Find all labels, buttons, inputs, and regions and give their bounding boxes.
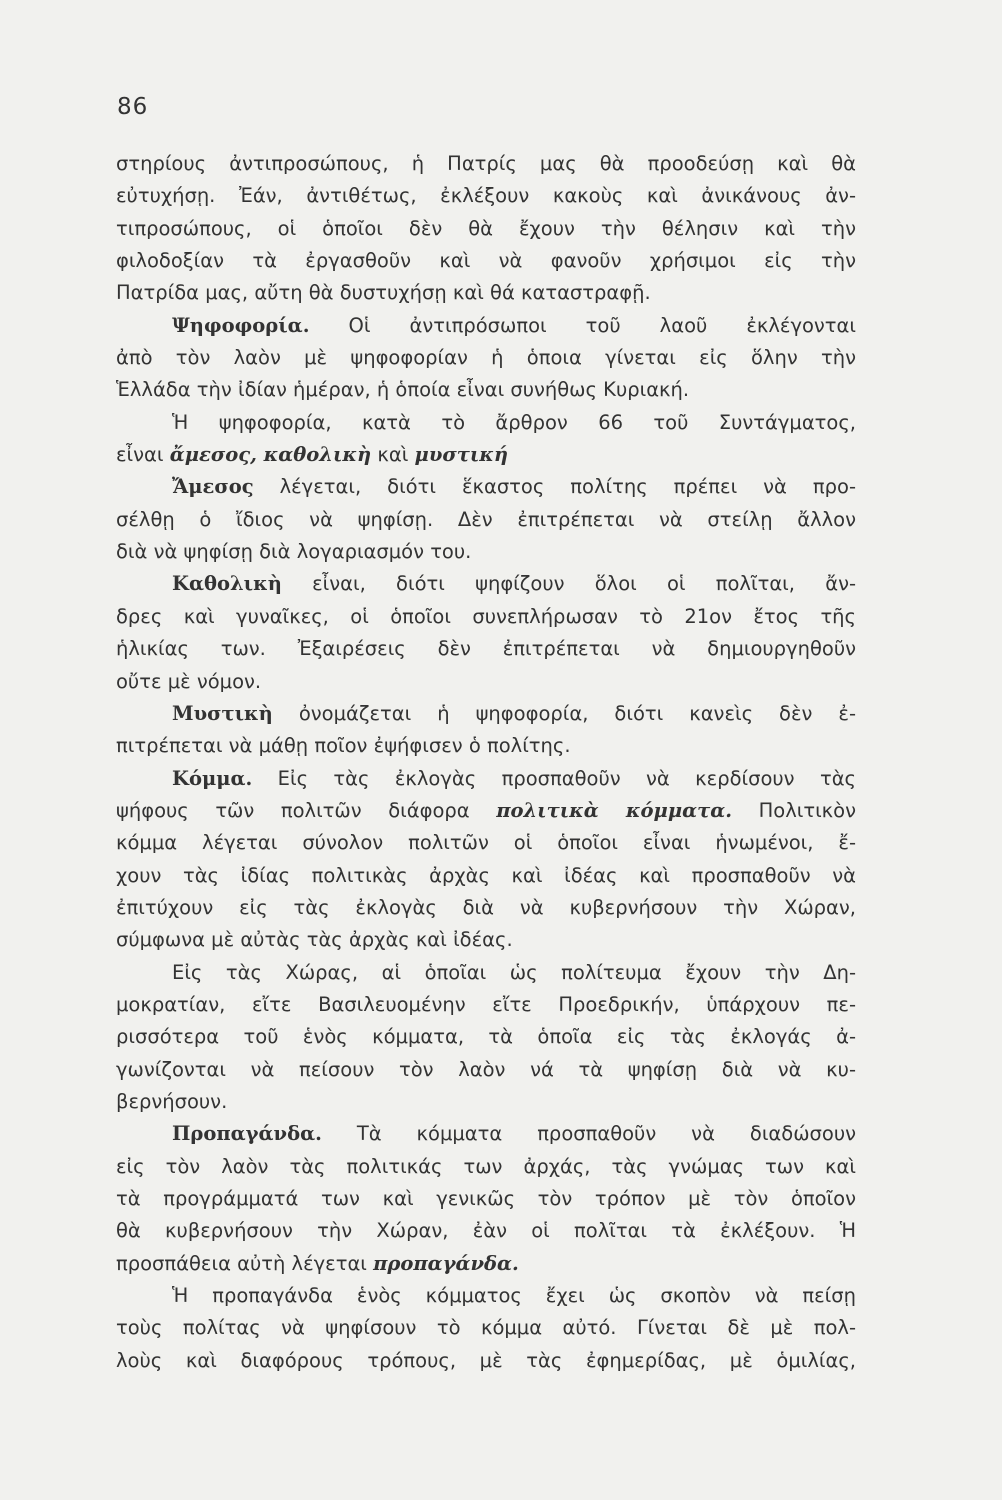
text-line <box>116 374 856 406</box>
text-line <box>116 245 856 277</box>
line-text: τιπροσώπους, οἱ ὁποῖοι δὲν θὰ ἔχουν τὴν θέλησιν καὶ τὴν <box>116 216 856 240</box>
text-line <box>116 180 856 212</box>
text-line <box>116 277 856 309</box>
text-line <box>116 924 856 956</box>
section-term: Καθολικὴ <box>172 572 282 596</box>
text-line <box>116 601 856 633</box>
page-number: 86 <box>117 94 149 120</box>
line-text: Εἰς τὰς Χώρας, αἱ ὁποῖαι ὡς πολίτευμα ἔχουν τὴν Δη- <box>172 960 856 984</box>
line-text: γωνίζονται νὰ πείσουν τὸν λαὸν νά τὰ ψηφίσῃ διὰ νὰ κυ- <box>116 1057 856 1081</box>
line-text: Οἱ ἀντιπρόσωποι τοῦ λαοῦ ἐκλέγονται <box>309 313 856 337</box>
text-line <box>116 1312 856 1344</box>
line-text: εἶναι <box>116 443 170 467</box>
line-text: τὰ προγράμματά των καὶ γενικῶς τὸν τρόπον μὲ τὸν ὁποῖον <box>116 1187 856 1210</box>
line-text: καὶ <box>371 443 415 467</box>
text-line <box>116 763 856 795</box>
text-line <box>116 860 856 892</box>
line-text: σύμφωνα μὲ αὐτὰς τὰς ἀρχὰς καὶ ἰδέας. <box>116 928 513 952</box>
text-line <box>116 407 856 439</box>
text-line <box>116 827 856 859</box>
line-text: σέλθῃ ὁ ἴδιος νὰ ψηφίσῃ. Δὲν ἐπιτρέπεται νὰ στείλῃ ἄλλον <box>116 507 856 531</box>
emphasized-term: προπαγάνδα. <box>373 1251 519 1275</box>
emphasized-term: μυστική <box>414 443 509 467</box>
line-text: ἐπιτύχουν εἰς τὰς ἐκλογὰς διὰ νὰ κυβερνήσουν τὴν Χώραν, <box>116 895 856 919</box>
line-text: Πατρίδα μας, αὔτη θὰ δυστυχήσῃ καὶ θά καταστραφῇ. <box>116 281 651 305</box>
line-text: λοὺς καὶ διαφόρους τρόπους, μὲ τὰς ἐφημερίδας, μὲ ὁμιλίας, <box>116 1348 856 1372</box>
line-text: διὰ νὰ ψηφίσῃ διὰ λογαριασμόν του. <box>116 540 472 564</box>
text-line <box>116 310 856 342</box>
section-term: Ψηφοφορία. <box>172 313 310 337</box>
text-line <box>116 439 856 471</box>
line-text: ὀνομάζεται ἡ ψηφοφορία, διότι κανεὶς δὲν ἐ- <box>272 701 856 725</box>
line-text: οὔτε μὲ νόμον. <box>116 669 262 693</box>
section-term: Κόμμα. <box>172 766 253 790</box>
text-line <box>116 666 856 698</box>
text-line <box>116 342 856 374</box>
line-text: εὐτυχήσῃ. Ἐάν, ἀντιθέτως, ἐκλέξουν κακοὺς καὶ ἀνικάνους ἀν- <box>116 184 856 208</box>
line-text: ρισσότερα τοῦ ἑνὸς κόμματα, τὰ ὁποῖα εἰς τὰς ἐκλογάς ἀ- <box>116 1025 856 1049</box>
text-line <box>116 471 856 503</box>
line-text: πιτρέπεται νὰ μάθῃ ποῖον ἐψήφισεν ὁ πολίτης. <box>116 734 571 758</box>
text-line <box>116 989 856 1021</box>
text-line <box>116 1021 856 1053</box>
text-line <box>116 1215 856 1247</box>
line-text: στηρίους ἀντιπροσώπους, ἡ Πατρίς μας θὰ προοδεύσῃ καὶ θὰ <box>116 152 856 175</box>
text-line <box>116 1054 856 1086</box>
text-line <box>116 795 856 827</box>
line-text: ἡλικίας των. Ἐξαιρέσεις δὲν ἐπιτρέπεται νὰ δημιουργηθοῦν <box>116 637 856 661</box>
text-line <box>116 1118 856 1150</box>
line-text: Τὰ κόμματα προσπαθοῦν νὰ διαδώσουν <box>321 1122 856 1146</box>
line-text: προσπάθεια αὐτὴ λέγεται <box>116 1251 374 1275</box>
line-text: Ἡ ψηφοφορία, κατὰ τὸ ἄρθρον 66 τοῦ Συντάγματος, <box>172 410 856 434</box>
line-text: μοκρατίαν, εἴτε Βασιλευομένην εἴτε Προεδρικήν, ὑπάρχουν πε- <box>116 992 856 1016</box>
text-line <box>116 957 856 989</box>
line-text: Ἑλλάδα τὴν ἰδίαν ἡμέραν, ἡ ὁποία εἶναι συνήθως Κυριακή. <box>116 378 690 402</box>
text-line <box>116 1248 856 1280</box>
text-line <box>116 698 856 730</box>
text-line <box>116 1345 856 1377</box>
line-text: φιλοδοξίαν τὰ ἐργασθοῦν καὶ νὰ φανοῦν χρήσιμοι εἰς τὴν <box>116 249 856 273</box>
line-text: Ἡ προπαγάνδα ἑνὸς κόμματος ἔχει ὡς σκοπὸν νὰ πείσῃ <box>172 1284 856 1308</box>
text-line <box>116 633 856 665</box>
text-line <box>116 536 856 568</box>
text-line <box>116 1183 856 1215</box>
text-line <box>116 568 856 600</box>
line-text: εἶναι, διότι ψηφίζουν ὅλοι οἱ πολῖται, ἄν- <box>281 572 856 596</box>
line-text: κόμμα λέγεται σύνολον πολιτῶν οἱ ὁποῖοι εἶναι ἡνωμένοι, ἔ- <box>116 831 856 855</box>
emphasized-term: ἄμεσος, καθολικὴ <box>169 443 372 467</box>
emphasized-term: πολιτικὰ κόμματα. <box>496 798 733 822</box>
line-text: θὰ κυβερνήσουν τὴν Χώραν, ἐὰν οἱ πολῖται τὰ ἐκλέξουν. Ἡ <box>116 1219 856 1243</box>
line-text: ἀπὸ τὸν λαὸν μὲ ψηφοφορίαν ἡ ὁποια γίνεται εἰς ὅλην τὴν <box>116 346 856 370</box>
text-line <box>116 892 856 924</box>
line-text: Πολιτικὸν <box>732 798 856 822</box>
text-line <box>116 213 856 245</box>
text-line <box>116 1280 856 1312</box>
line-text: εἰς τὸν λαὸν τὰς πολιτικάς των ἀρχάς, τὰς γνώμας των καὶ <box>116 1154 856 1178</box>
line-text: χουν τὰς ἰδίας πολιτικὰς ἀρχὰς καὶ ἰδέας καὶ προσπαθοῦν νὰ <box>116 863 856 887</box>
body-text <box>116 148 856 1377</box>
section-term: Μυστικὴ <box>172 701 273 725</box>
line-text: τοὺς πολίτας νὰ ψηφίσουν τὸ κόμμα αὐτό. Γίνεται δὲ μὲ πολ- <box>116 1316 856 1340</box>
text-line <box>116 1086 856 1118</box>
section-term: Ἄμεσος <box>172 475 254 499</box>
text-line <box>116 148 856 180</box>
line-text: ψήφους τῶν πολιτῶν διάφορα <box>116 798 497 822</box>
line-text: βερνήσουν. <box>116 1089 228 1113</box>
text-line <box>116 504 856 536</box>
text-line <box>116 730 856 762</box>
section-term: Προπαγάνδα. <box>172 1122 322 1146</box>
text-line <box>116 1151 856 1183</box>
line-text: Εἰς τὰς ἐκλογὰς προσπαθοῦν νὰ κερδίσουν τὰς <box>252 766 856 790</box>
line-text: λέγεται, διότι ἕκαστος πολίτης πρέπει νὰ προ- <box>253 475 856 499</box>
line-text: δρες καὶ γυναῖκες, οἱ ὁποῖοι συνεπλήρωσαν τὸ 21ον ἔτος τῆς <box>116 604 856 628</box>
